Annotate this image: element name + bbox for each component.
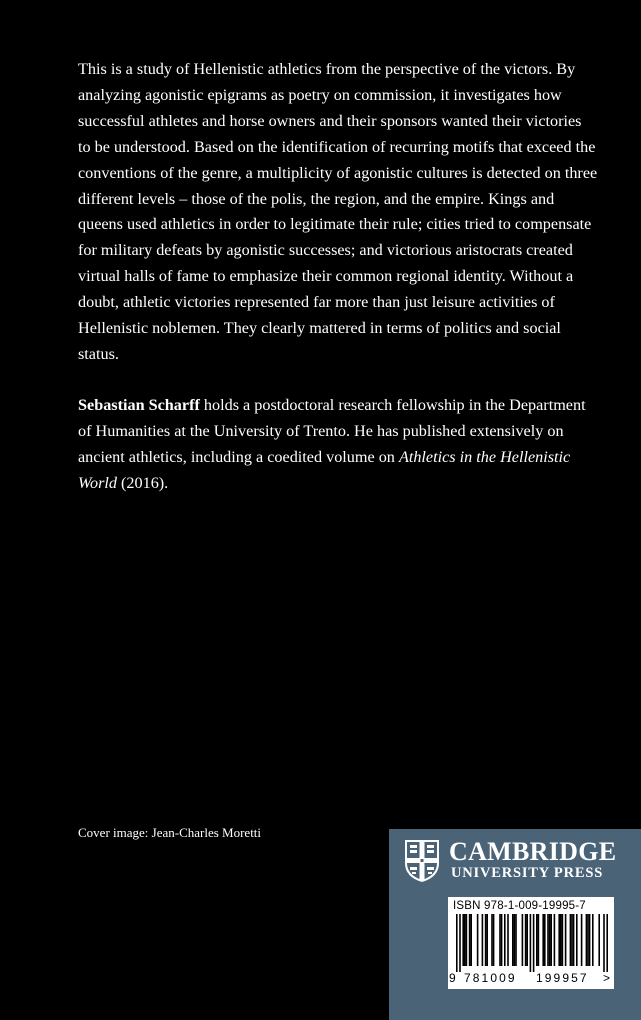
barcode-bar: [558, 914, 560, 966]
barcode-bar: [598, 914, 600, 966]
barcode-bar: [530, 914, 532, 972]
barcode-bar: [538, 914, 540, 966]
barcode-bar: [536, 914, 538, 966]
isbn-barcode: [448, 897, 614, 989]
book-title: Athletics in the Hellenistic World: [78, 447, 571, 492]
publisher-subtitle: UNIVERSITY PRESS: [451, 865, 604, 881]
bio-text-1: holds a postdoctoral research fellowship in the Department of Humanities at the University of Trento. He has published extensively on ancient athletics, including a coedited volume on: [78, 396, 586, 466]
barcode-bar: [525, 914, 527, 966]
barcode-bar: [522, 914, 524, 966]
barcode-bar: [514, 914, 516, 966]
author-bio: [78, 393, 598, 497]
barcode-bar: [507, 914, 509, 966]
barcode-bar: [587, 914, 589, 966]
barcode-bar: [459, 914, 461, 972]
bio-text-2: (2016).: [116, 473, 169, 492]
barcode-bar: [504, 914, 506, 966]
barcode-bar: [533, 914, 535, 972]
barcode-bar: [565, 914, 567, 966]
barcode-bar: [482, 914, 484, 966]
barcode-bar: [571, 914, 573, 966]
barcode-bar: [606, 914, 608, 972]
barcode-bar: [462, 914, 464, 966]
barcode-bar: [491, 914, 493, 966]
barcode-bar: [573, 914, 575, 966]
barcode-bar: [560, 914, 562, 966]
author-name: Sebastian Scharff: [78, 396, 200, 414]
barcode-bar: [526, 914, 528, 966]
ean-arrow: >: [603, 971, 611, 985]
isbn-label: ISBN 978-1-009-19995-7: [453, 900, 586, 912]
barcode-bar: [499, 914, 501, 966]
back-cover-blurb: This is a study of Hellenistic athletics from the perspective of the victors. By analyzing agonistic epigrams as poetry on commission, it investigates how successful athletes and horse owners and their sponsors wanted their victories to be understood. Based on the identification of recurring motifs that exceed the conventions of the genre, a multiplicity of agonistic cultures is detected on three different levels – those of the polis, the region, and the empire. Kings and queens used athletics in order to legitimate their rule; cities tried to compensate for military defeats by agonistic successes; and victorious aristocrats created virtual halls of fame to emphasize their common regional identity. Without a doubt, athletic victories represented far more than just leisure activities of Hellenistic noblemen. They clearly mattered in terms of politics and social status.: [78, 60, 598, 363]
barcode-bar: [576, 914, 578, 966]
barcode-bar: [547, 914, 549, 966]
barcode-bar: [515, 914, 517, 966]
barcode-bar: [512, 914, 514, 966]
ean-first-digit: 9: [449, 971, 456, 985]
barcode-bar: [464, 914, 466, 966]
barcode-bar: [581, 914, 583, 966]
cambridge-crest-icon: [404, 839, 440, 883]
barcode-bar: [470, 914, 472, 966]
publisher-name: CAMBRIDGE: [449, 837, 617, 866]
barcode-bar: [542, 914, 544, 966]
barcode-bar: [469, 914, 471, 966]
barcode-bar: [562, 914, 564, 966]
barcode-bar: [466, 914, 468, 966]
barcode-bar: [477, 914, 479, 966]
barcode-bar: [544, 914, 546, 966]
barcode-bar: [501, 914, 503, 966]
barcode-bar: [485, 914, 487, 966]
cover-image-credit: Cover image: Jean-Charles Moretti: [78, 825, 262, 840]
barcode-bar: [570, 914, 572, 966]
barcode-bar: [550, 914, 552, 966]
barcode-bar: [586, 914, 588, 966]
barcode-bar: [592, 914, 594, 966]
ean-left-group: 781009: [464, 971, 517, 985]
barcode-bar: [554, 914, 556, 966]
barcode-bar: [486, 914, 488, 966]
ean-right-group: 199957: [536, 971, 589, 985]
barcode-bar: [493, 914, 495, 966]
barcode-bars-icon: [456, 914, 608, 972]
barcode-bar: [549, 914, 551, 966]
barcode-bar: [603, 914, 605, 972]
barcode-bar: [456, 914, 458, 972]
barcode-bar: [589, 914, 591, 966]
